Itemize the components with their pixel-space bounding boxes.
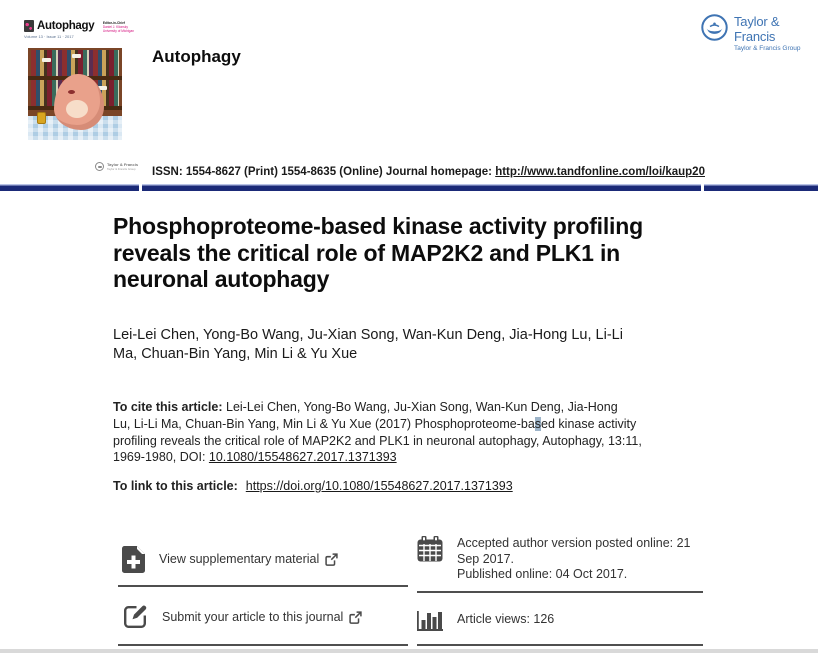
author-line: Lei-Lei Chen, Yong-Bo Wang, Ju-Xian Song, Wan-Kun Deng, Jia-Hong Lu, Li-Li (113, 327, 623, 343)
cover-artwork (28, 48, 122, 140)
divider (118, 644, 408, 646)
citation-text: 1969-1980, DOI: (113, 450, 209, 465)
issn-label: ISSN: 1554-8627 (Print) 1554-8635 (Online) Journal homepage: (152, 166, 496, 178)
page-edge-bar (0, 649, 818, 653)
ship-icon (95, 162, 104, 171)
issn-line (152, 166, 705, 178)
citation-paragraph (113, 399, 642, 466)
blob-belly (66, 100, 88, 118)
submit-article-button[interactable] (122, 594, 408, 640)
journal-homepage-link[interactable]: http://www.tandfonline.com/loi/kaup20 (495, 166, 705, 178)
header-rule-segment (142, 184, 701, 191)
cover-header (24, 20, 134, 46)
citation-label: To cite this article: (113, 400, 223, 414)
citation-line-4 (113, 449, 642, 466)
citation-line-3: profiling reveals the critical role of MAP2K2 and PLK1 in neuronal autophagy, Autophagy, 13:11, (113, 433, 642, 448)
cover-logo-icon (24, 20, 34, 32)
link-label: To link to this article: (113, 479, 238, 493)
citation-line-2 (113, 416, 642, 433)
author-line: Ma, Chuan-Bin Yang, Min Li & Yu Xue (113, 346, 358, 362)
article-views-label: Article views: 126 (457, 612, 555, 626)
cover-logo-text: Autophagy (37, 20, 95, 32)
shelf-label-tag (72, 54, 81, 58)
cover-publisher-name: Taylor & Francis (107, 161, 139, 167)
divider (118, 585, 408, 587)
blob-mouth (68, 90, 75, 94)
external-link-icon (325, 553, 338, 566)
history-published-text: Published online: 04 Oct 2017. (457, 567, 628, 581)
submit-label: Submit your article to this journal (162, 610, 344, 624)
link-line (113, 479, 513, 493)
header-rule-segment (0, 184, 139, 191)
selection-highlight: s (534, 416, 542, 431)
cover-editor-affiliation: University of Michigan (102, 29, 134, 33)
history-accepted-text: Accepted author version posted online: 21 Sep 2017. (457, 536, 691, 566)
shelf-label-tag (42, 58, 51, 62)
journal-cover-card (14, 12, 136, 142)
divider (417, 644, 703, 646)
citation-text: Lu, Li-Li Ma, Chuan-Bin Yang, Min Li & Yu Xue (2017) Phosphoproteome-ba (113, 416, 535, 431)
publisher-logo (701, 14, 818, 52)
article-title-line: reveals the critical role of MAP2K2 and PLK1 in (113, 239, 620, 266)
pencil-box-icon (122, 604, 148, 630)
journal-title-heading: Autophagy (152, 47, 241, 66)
cover-publisher-mark (95, 162, 138, 171)
cover-volume-text: Volume 13 · Issue 11 · 2017 (24, 34, 74, 39)
divider (417, 591, 703, 593)
article-title-line: neuronal autophagy (113, 266, 330, 292)
bar-chart-icon (417, 607, 443, 631)
publication-history-row (417, 536, 703, 583)
citation-text: ed kinase activity (541, 416, 637, 431)
article-views-row (417, 598, 703, 640)
article-url-link[interactable]: https://doi.org/10.1080/15548627.2017.1371393 (245, 479, 513, 493)
article-title (113, 213, 643, 293)
document-plus-icon (122, 546, 145, 573)
citation-line-1 (113, 399, 642, 416)
view-supplementary-button[interactable] (122, 536, 408, 582)
author-list (113, 326, 623, 364)
citation-text: Lei-Lei Chen, Yong-Bo Wang, Ju-Xian Song, Wan-Kun Deng, Jia-Hong (222, 400, 618, 414)
article-title-line: Phosphoproteome-based kinase activity profiling (113, 213, 643, 239)
header-rule-segment (704, 184, 818, 191)
cover-editor-label: Editor-in-Chief (102, 21, 125, 25)
doi-link[interactable]: 10.1080/15548627.2017.1371393 (208, 450, 397, 465)
publisher-group: Taylor & Francis Group (734, 45, 801, 52)
external-link-icon (349, 611, 362, 624)
calendar-icon (417, 536, 443, 562)
cover-editor-name: Daniel J. Klionsky (102, 25, 128, 29)
cover-publisher-group: Taylor & Francis Group (107, 166, 136, 171)
supplementary-label: View supplementary material (159, 552, 320, 566)
jar (37, 112, 46, 124)
cover-editor-block (103, 21, 134, 33)
publisher-name: Taylor & Francis (734, 14, 780, 44)
ship-icon (701, 14, 728, 41)
